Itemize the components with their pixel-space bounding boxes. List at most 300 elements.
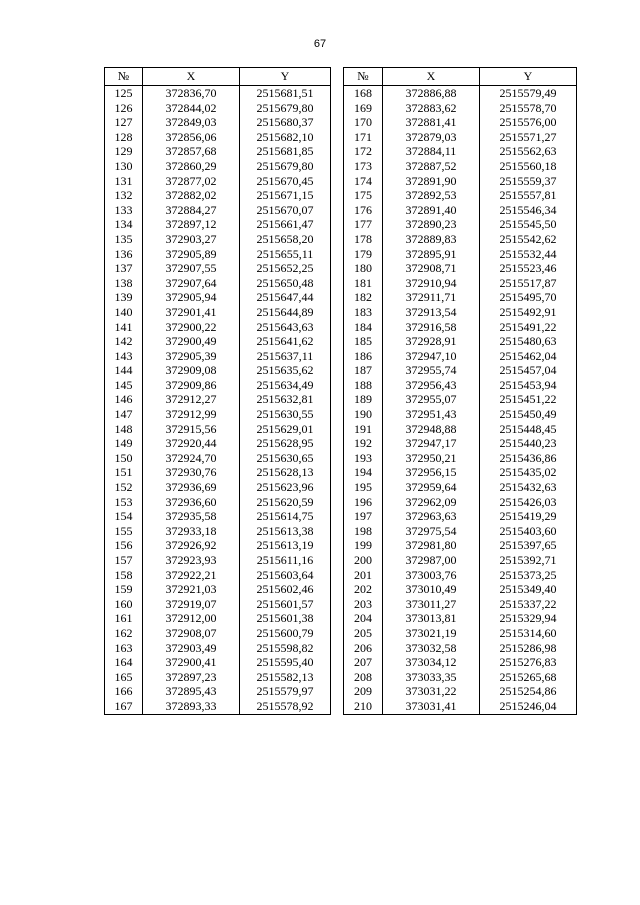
left-y-coordinate: 2515661,47 <box>240 217 331 232</box>
right-point-number: 197 <box>344 509 383 524</box>
left-x-coordinate: 372921,03 <box>143 582 240 597</box>
table-row <box>105 320 577 335</box>
right-y-coordinate: 2515462,04 <box>480 349 577 364</box>
column-gap <box>331 392 344 407</box>
left-point-number: 139 <box>105 290 143 305</box>
right-x-coordinate: 372955,74 <box>383 363 480 378</box>
left-point-number: 136 <box>105 247 143 262</box>
table-row <box>105 188 577 203</box>
table-row <box>105 232 577 247</box>
left-point-number: 135 <box>105 232 143 247</box>
right-point-number: 177 <box>344 217 383 232</box>
left-x-coordinate: 372930,76 <box>143 465 240 480</box>
right-x-coordinate: 372950,21 <box>383 451 480 466</box>
left-y-coordinate: 2515650,48 <box>240 276 331 291</box>
right-point-number: 191 <box>344 422 383 437</box>
left-y-coordinate: 2515601,38 <box>240 611 331 626</box>
right-y-coordinate: 2515246,04 <box>480 699 577 714</box>
table-row <box>105 203 577 218</box>
column-gap <box>331 334 344 349</box>
right-point-number: 169 <box>344 101 383 116</box>
right-point-number: 189 <box>344 392 383 407</box>
left-x-coordinate: 372849,03 <box>143 115 240 130</box>
left-x-coordinate: 372926,92 <box>143 538 240 553</box>
left-point-number: 164 <box>105 655 143 670</box>
table-row <box>105 115 577 130</box>
right-x-coordinate: 372879,03 <box>383 130 480 145</box>
right-y-coordinate: 2515495,70 <box>480 290 577 305</box>
right-point-number: 198 <box>344 524 383 539</box>
header-x-right: X <box>383 68 480 86</box>
left-y-coordinate: 2515635,62 <box>240 363 331 378</box>
left-y-coordinate: 2515623,96 <box>240 480 331 495</box>
left-x-coordinate: 372905,94 <box>143 290 240 305</box>
right-point-number: 199 <box>344 538 383 553</box>
column-gap <box>331 568 344 583</box>
right-point-number: 172 <box>344 144 383 159</box>
right-point-number: 182 <box>344 290 383 305</box>
right-x-coordinate: 373003,76 <box>383 568 480 583</box>
right-x-coordinate: 372947,17 <box>383 436 480 451</box>
table-row <box>105 261 577 276</box>
left-y-coordinate: 2515595,40 <box>240 655 331 670</box>
left-y-coordinate: 2515647,44 <box>240 290 331 305</box>
right-y-coordinate: 2515560,18 <box>480 159 577 174</box>
right-point-number: 179 <box>344 247 383 262</box>
right-y-coordinate: 2515448,45 <box>480 422 577 437</box>
left-x-coordinate: 372903,27 <box>143 232 240 247</box>
table-row <box>105 568 577 583</box>
left-y-coordinate: 2515582,13 <box>240 670 331 685</box>
left-point-number: 141 <box>105 320 143 335</box>
table-row <box>105 422 577 437</box>
column-gap <box>331 641 344 656</box>
right-point-number: 168 <box>344 86 383 101</box>
header-number-right: № <box>344 68 383 86</box>
right-point-number: 183 <box>344 305 383 320</box>
table-row <box>105 349 577 364</box>
left-point-number: 159 <box>105 582 143 597</box>
right-point-number: 176 <box>344 203 383 218</box>
right-x-coordinate: 372891,90 <box>383 174 480 189</box>
left-point-number: 133 <box>105 203 143 218</box>
right-y-coordinate: 2515578,70 <box>480 101 577 116</box>
table-row <box>105 378 577 393</box>
right-point-number: 175 <box>344 188 383 203</box>
right-point-number: 206 <box>344 641 383 656</box>
right-y-coordinate: 2515276,83 <box>480 655 577 670</box>
left-y-coordinate: 2515601,57 <box>240 597 331 612</box>
column-gap <box>331 247 344 262</box>
table-header-row <box>105 68 577 86</box>
left-point-number: 129 <box>105 144 143 159</box>
right-y-coordinate: 2515532,44 <box>480 247 577 262</box>
right-point-number: 196 <box>344 495 383 510</box>
left-y-coordinate: 2515681,85 <box>240 144 331 159</box>
right-x-coordinate: 372881,41 <box>383 115 480 130</box>
right-y-coordinate: 2515436,86 <box>480 451 577 466</box>
left-point-number: 131 <box>105 174 143 189</box>
table-row <box>105 217 577 232</box>
left-x-coordinate: 372908,07 <box>143 626 240 641</box>
right-y-coordinate: 2515557,81 <box>480 188 577 203</box>
right-x-coordinate: 372890,23 <box>383 217 480 232</box>
right-y-coordinate: 2515576,00 <box>480 115 577 130</box>
right-point-number: 174 <box>344 174 383 189</box>
right-x-coordinate: 372886,88 <box>383 86 480 101</box>
left-point-number: 150 <box>105 451 143 466</box>
column-gap <box>331 524 344 539</box>
left-y-coordinate: 2515671,15 <box>240 188 331 203</box>
right-point-number: 210 <box>344 699 383 714</box>
table-row <box>105 101 577 116</box>
right-y-coordinate: 2515517,87 <box>480 276 577 291</box>
table-row <box>105 597 577 612</box>
left-x-coordinate: 372912,99 <box>143 407 240 422</box>
left-y-coordinate: 2515628,95 <box>240 436 331 451</box>
column-gap <box>331 480 344 495</box>
column-gap <box>331 611 344 626</box>
table-row <box>105 174 577 189</box>
right-y-coordinate: 2515453,94 <box>480 378 577 393</box>
left-x-coordinate: 372933,18 <box>143 524 240 539</box>
right-y-coordinate: 2515432,63 <box>480 480 577 495</box>
table-row <box>105 699 577 714</box>
left-y-coordinate: 2515682,10 <box>240 130 331 145</box>
right-y-coordinate: 2515265,68 <box>480 670 577 685</box>
column-gap <box>331 495 344 510</box>
right-x-coordinate: 372891,40 <box>383 203 480 218</box>
table-row <box>105 553 577 568</box>
left-y-coordinate: 2515603,64 <box>240 568 331 583</box>
left-point-number: 160 <box>105 597 143 612</box>
right-point-number: 173 <box>344 159 383 174</box>
left-x-coordinate: 372924,70 <box>143 451 240 466</box>
left-y-coordinate: 2515679,80 <box>240 159 331 174</box>
right-y-coordinate: 2515491,22 <box>480 320 577 335</box>
left-y-coordinate: 2515598,82 <box>240 641 331 656</box>
left-x-coordinate: 372920,44 <box>143 436 240 451</box>
right-point-number: 204 <box>344 611 383 626</box>
right-x-coordinate: 373034,12 <box>383 655 480 670</box>
right-point-number: 185 <box>344 334 383 349</box>
right-y-coordinate: 2515392,71 <box>480 553 577 568</box>
left-y-coordinate: 2515600,79 <box>240 626 331 641</box>
right-x-coordinate: 372951,43 <box>383 407 480 422</box>
left-point-number: 143 <box>105 349 143 364</box>
table-row <box>105 641 577 656</box>
left-y-coordinate: 2515613,38 <box>240 524 331 539</box>
column-gap <box>331 174 344 189</box>
column-gap <box>331 363 344 378</box>
left-y-coordinate: 2515681,51 <box>240 86 331 101</box>
column-gap <box>331 451 344 466</box>
right-x-coordinate: 373021,19 <box>383 626 480 641</box>
table-row <box>105 538 577 553</box>
right-y-coordinate: 2515492,91 <box>480 305 577 320</box>
page-number: 67 <box>313 38 327 50</box>
column-gap <box>331 684 344 699</box>
right-point-number: 194 <box>344 465 383 480</box>
left-point-number: 132 <box>105 188 143 203</box>
right-x-coordinate: 372962,09 <box>383 495 480 510</box>
right-point-number: 203 <box>344 597 383 612</box>
left-point-number: 157 <box>105 553 143 568</box>
column-gap <box>331 276 344 291</box>
column-gap <box>331 538 344 553</box>
column-gap <box>331 305 344 320</box>
column-gap <box>331 130 344 145</box>
table-row <box>105 670 577 685</box>
right-x-coordinate: 372987,00 <box>383 553 480 568</box>
column-gap <box>331 670 344 685</box>
right-x-coordinate: 372911,71 <box>383 290 480 305</box>
left-point-number: 134 <box>105 217 143 232</box>
right-y-coordinate: 2515337,22 <box>480 597 577 612</box>
right-point-number: 190 <box>344 407 383 422</box>
table-row <box>105 436 577 451</box>
left-y-coordinate: 2515629,01 <box>240 422 331 437</box>
left-point-number: 151 <box>105 465 143 480</box>
right-y-coordinate: 2515559,37 <box>480 174 577 189</box>
column-gap <box>331 188 344 203</box>
header-number-left: № <box>105 68 143 86</box>
left-y-coordinate: 2515620,59 <box>240 495 331 510</box>
right-x-coordinate: 372955,07 <box>383 392 480 407</box>
left-y-coordinate: 2515628,13 <box>240 465 331 480</box>
right-point-number: 195 <box>344 480 383 495</box>
column-gap <box>331 349 344 364</box>
left-x-coordinate: 372836,70 <box>143 86 240 101</box>
left-y-coordinate: 2515613,19 <box>240 538 331 553</box>
left-x-coordinate: 372877,02 <box>143 174 240 189</box>
column-gap <box>331 597 344 612</box>
right-x-coordinate: 373013,81 <box>383 611 480 626</box>
right-y-coordinate: 2515542,62 <box>480 232 577 247</box>
right-x-coordinate: 372895,91 <box>383 247 480 262</box>
left-y-coordinate: 2515670,07 <box>240 203 331 218</box>
left-y-coordinate: 2515578,92 <box>240 699 331 714</box>
right-point-number: 202 <box>344 582 383 597</box>
right-y-coordinate: 2515403,60 <box>480 524 577 539</box>
column-gap <box>331 699 344 714</box>
right-y-coordinate: 2515286,98 <box>480 641 577 656</box>
left-x-coordinate: 372912,27 <box>143 392 240 407</box>
column-gap <box>331 553 344 568</box>
left-x-coordinate: 372900,22 <box>143 320 240 335</box>
left-y-coordinate: 2515679,80 <box>240 101 331 116</box>
right-point-number: 200 <box>344 553 383 568</box>
right-point-number: 171 <box>344 130 383 145</box>
left-x-coordinate: 372901,41 <box>143 305 240 320</box>
right-x-coordinate: 372883,62 <box>383 101 480 116</box>
header-y-left: Y <box>240 68 331 86</box>
table-row <box>105 684 577 699</box>
right-x-coordinate: 372887,52 <box>383 159 480 174</box>
coordinates-table <box>104 67 577 715</box>
column-gap <box>331 655 344 670</box>
column-gap <box>331 261 344 276</box>
left-y-coordinate: 2515614,75 <box>240 509 331 524</box>
left-point-number: 161 <box>105 611 143 626</box>
right-y-coordinate: 2515579,49 <box>480 86 577 101</box>
left-x-coordinate: 372923,93 <box>143 553 240 568</box>
right-point-number: 201 <box>344 568 383 583</box>
table-row <box>105 626 577 641</box>
left-x-coordinate: 372905,39 <box>143 349 240 364</box>
left-x-coordinate: 372936,69 <box>143 480 240 495</box>
right-x-coordinate: 372963,63 <box>383 509 480 524</box>
column-gap <box>331 509 344 524</box>
left-point-number: 144 <box>105 363 143 378</box>
left-y-coordinate: 2515634,49 <box>240 378 331 393</box>
left-y-coordinate: 2515655,11 <box>240 247 331 262</box>
left-point-number: 163 <box>105 641 143 656</box>
right-x-coordinate: 373011,27 <box>383 597 480 612</box>
right-point-number: 205 <box>344 626 383 641</box>
right-point-number: 187 <box>344 363 383 378</box>
right-point-number: 186 <box>344 349 383 364</box>
column-gap <box>331 320 344 335</box>
right-y-coordinate: 2515419,29 <box>480 509 577 524</box>
left-x-coordinate: 372909,86 <box>143 378 240 393</box>
left-point-number: 137 <box>105 261 143 276</box>
column-gap <box>331 436 344 451</box>
left-x-coordinate: 372857,68 <box>143 144 240 159</box>
left-y-coordinate: 2515643,63 <box>240 320 331 335</box>
left-point-number: 147 <box>105 407 143 422</box>
left-x-coordinate: 372897,12 <box>143 217 240 232</box>
left-point-number: 158 <box>105 568 143 583</box>
right-x-coordinate: 372889,83 <box>383 232 480 247</box>
left-x-coordinate: 372935,58 <box>143 509 240 524</box>
left-point-number: 156 <box>105 538 143 553</box>
column-gap <box>331 582 344 597</box>
right-x-coordinate: 372956,15 <box>383 465 480 480</box>
left-x-coordinate: 372909,08 <box>143 363 240 378</box>
left-x-coordinate: 372884,27 <box>143 203 240 218</box>
right-y-coordinate: 2515254,86 <box>480 684 577 699</box>
table-row <box>105 363 577 378</box>
table-row <box>105 86 577 101</box>
left-point-number: 165 <box>105 670 143 685</box>
table-row <box>105 465 577 480</box>
left-x-coordinate: 372893,33 <box>143 699 240 714</box>
left-y-coordinate: 2515637,11 <box>240 349 331 364</box>
right-x-coordinate: 372892,53 <box>383 188 480 203</box>
left-point-number: 146 <box>105 392 143 407</box>
right-y-coordinate: 2515562,63 <box>480 144 577 159</box>
left-y-coordinate: 2515579,97 <box>240 684 331 699</box>
left-x-coordinate: 372900,41 <box>143 655 240 670</box>
right-point-number: 193 <box>344 451 383 466</box>
column-gap <box>331 101 344 116</box>
column-gap <box>331 68 344 86</box>
left-point-number: 155 <box>105 524 143 539</box>
right-x-coordinate: 372908,71 <box>383 261 480 276</box>
left-point-number: 128 <box>105 130 143 145</box>
table-row <box>105 495 577 510</box>
column-gap <box>331 86 344 101</box>
left-y-coordinate: 2515641,62 <box>240 334 331 349</box>
right-x-coordinate: 372928,91 <box>383 334 480 349</box>
right-y-coordinate: 2515545,50 <box>480 217 577 232</box>
table-row <box>105 144 577 159</box>
table-row <box>105 509 577 524</box>
right-x-coordinate: 372948,88 <box>383 422 480 437</box>
right-point-number: 188 <box>344 378 383 393</box>
left-x-coordinate: 372856,06 <box>143 130 240 145</box>
column-gap <box>331 465 344 480</box>
left-point-number: 152 <box>105 480 143 495</box>
right-x-coordinate: 372981,80 <box>383 538 480 553</box>
right-point-number: 170 <box>344 115 383 130</box>
table-row <box>105 480 577 495</box>
table-row <box>105 247 577 262</box>
table-row <box>105 392 577 407</box>
left-y-coordinate: 2515630,65 <box>240 451 331 466</box>
right-y-coordinate: 2515457,04 <box>480 363 577 378</box>
right-y-coordinate: 2515451,22 <box>480 392 577 407</box>
left-x-coordinate: 372912,00 <box>143 611 240 626</box>
left-y-coordinate: 2515602,46 <box>240 582 331 597</box>
right-point-number: 178 <box>344 232 383 247</box>
left-y-coordinate: 2515658,20 <box>240 232 331 247</box>
column-gap <box>331 115 344 130</box>
right-point-number: 207 <box>344 655 383 670</box>
right-x-coordinate: 372910,94 <box>383 276 480 291</box>
right-x-coordinate: 372916,58 <box>383 320 480 335</box>
left-y-coordinate: 2515680,37 <box>240 115 331 130</box>
header-y-right: Y <box>480 68 577 86</box>
column-gap <box>331 378 344 393</box>
column-gap <box>331 203 344 218</box>
left-x-coordinate: 372903,49 <box>143 641 240 656</box>
left-x-coordinate: 372907,64 <box>143 276 240 291</box>
column-gap <box>331 626 344 641</box>
right-y-coordinate: 2515450,49 <box>480 407 577 422</box>
right-y-coordinate: 2515373,25 <box>480 568 577 583</box>
left-y-coordinate: 2515632,81 <box>240 392 331 407</box>
left-x-coordinate: 372895,43 <box>143 684 240 699</box>
left-x-coordinate: 372900,49 <box>143 334 240 349</box>
column-gap <box>331 144 344 159</box>
right-point-number: 208 <box>344 670 383 685</box>
left-y-coordinate: 2515652,25 <box>240 261 331 276</box>
left-point-number: 167 <box>105 699 143 714</box>
left-point-number: 162 <box>105 626 143 641</box>
right-y-coordinate: 2515397,65 <box>480 538 577 553</box>
left-point-number: 148 <box>105 422 143 437</box>
left-y-coordinate: 2515611,16 <box>240 553 331 568</box>
right-y-coordinate: 2515480,63 <box>480 334 577 349</box>
right-y-coordinate: 2515571,27 <box>480 130 577 145</box>
column-gap <box>331 422 344 437</box>
right-x-coordinate: 372956,43 <box>383 378 480 393</box>
table-row <box>105 290 577 305</box>
left-x-coordinate: 372897,23 <box>143 670 240 685</box>
right-y-coordinate: 2515349,40 <box>480 582 577 597</box>
right-point-number: 180 <box>344 261 383 276</box>
right-y-coordinate: 2515314,60 <box>480 626 577 641</box>
table-row <box>105 130 577 145</box>
right-x-coordinate: 372913,54 <box>383 305 480 320</box>
left-x-coordinate: 372907,55 <box>143 261 240 276</box>
right-point-number: 181 <box>344 276 383 291</box>
right-x-coordinate: 373031,22 <box>383 684 480 699</box>
left-point-number: 154 <box>105 509 143 524</box>
right-y-coordinate: 2515329,94 <box>480 611 577 626</box>
